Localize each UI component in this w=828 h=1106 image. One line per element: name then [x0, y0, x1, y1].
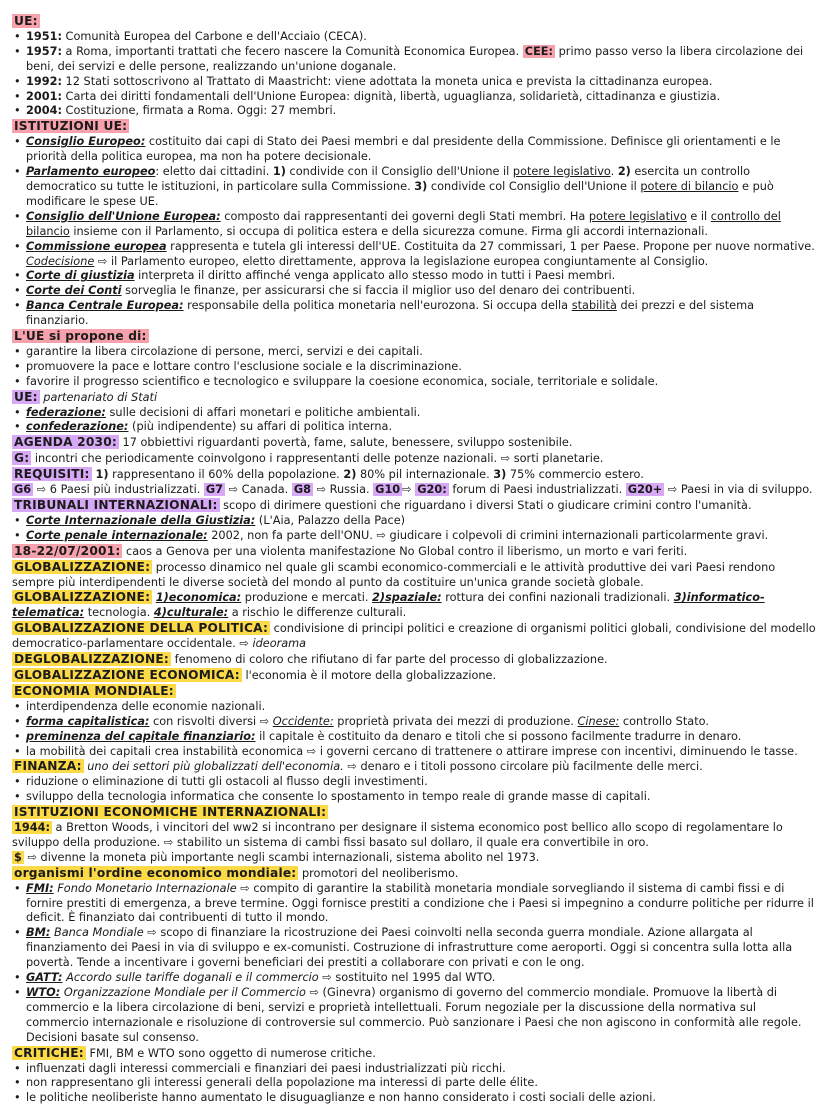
heading-finanza: FINANZA: — [14, 759, 82, 774]
list-item: • Corte di giustizia interpreta il diritto affinché venga applicato allo stesso modo in tutti i Paesi membri. — [12, 269, 816, 284]
list-item: • FMI: Fondo Monetario Internazionale ⇨ compito di garantire la stabilità monetaria mondiale sorvegliando il sistema di cambi fissi e di fornire prestiti di emergenza, a breve termine. Oggi fornisce prestiti a condizione che i Paesi si impegnino a condurre politiche per ridurre il deficit. È finanziato dai contribuenti di tutto il mondo. — [12, 882, 816, 927]
heading-globalizzazione: GLOBALIZZAZIONE: — [14, 559, 151, 574]
list-item: • WTO: Organizzazione Mondiale per il Commercio ⇨ (Ginevra) organismo di governo del commercio mondiale. Promuove la libertà di commercio e la libera circolazione di beni, servizi e proprietà intellettuali. Forum negoziale per la discussione della normativa sul commercio internazionale e risoluzione di controversie sul commercio. Può sanzionare i Paesi che non agiscono in conformità alle regole. Decisioni basate sul consenso. — [12, 986, 816, 1046]
requisiti-line: REQUISITI: 1) rappresentano il 60% della popolazione. 2) 80% pil internazionale. 3) 75% commercio estero. — [14, 467, 644, 482]
list-item: • Corte Internazionale della Giustizia: (L'Aia, Palazzo della Pace) — [12, 514, 816, 529]
list-item: • 1992: 12 Stati sottoscrivono al Trattato di Maastricht: viene adottata la moneta unica e prevista la cittadinanza europea. — [12, 75, 816, 90]
list-item: • riduzione o eliminazione di tutti gli ostacoli al flusso degli investimenti. — [12, 775, 816, 790]
arrow-icon: ⇨ — [147, 926, 157, 940]
list-item: • interdipendenza delle economie nazionali. — [12, 700, 816, 715]
arrow-icon: ⇨ — [376, 528, 386, 542]
heading-tribunali: TRIBUNALI INTERNAZIONALI: — [14, 498, 218, 512]
highlight-cee: CEE: — [524, 44, 554, 58]
heading-critiche: CRITICHE: — [14, 1045, 84, 1060]
heading-istituzioni-economiche: ISTITUZIONI ECONOMICHE INTERNAZIONALI: — [14, 805, 327, 820]
heading-globalizzazione-tipi: GLOBALIZZAZIONE: — [14, 590, 151, 605]
heading-agenda-2030: AGENDA 2030: — [14, 435, 117, 450]
list-item: • sviluppo della tecnologia informatica che consente lo spostamento in tempo reale di grande masse di capitali. — [12, 790, 816, 805]
list-item: • Commissione europea rappresenta e tutela gli interessi dell'UE. Costituita da 27 commissari, 1 per Paese. Propone per nuove normative. Codecisione ⇨ il Parlamento europeo, eletto direttamente, approva la legislazione europea congiuntamente al Consiglio. — [12, 240, 816, 270]
bretton-woods-line: 1944: a Bretton Woods, i vincitori del ww2 si incontrano per designare il sistema economico post bellico allo scopo di regolamentare lo sviluppo della produzione. ⇨ stabilito un sistema di cambi fissi basato sul dollaro, il quale era convertibile in oro. — [12, 821, 783, 849]
list-item: • preminenza del capitale finanziario: il capitale è costituito da denaro e titoli che si possono facilmente tradurre in denaro. — [12, 730, 816, 745]
arrow-icon: ⇨ — [500, 452, 511, 466]
list-item: • influenzati dagli interessi commerciali e finanziari dei paesi industrializzati più ricchi. — [12, 1062, 816, 1077]
list-item: • 2004: Costituzione, firmata a Roma. Oggi: 27 membri. — [12, 104, 816, 119]
list-item: • 1951: Comunità Europea del Carbone e dell'Acciaio (CECA). — [12, 30, 816, 45]
arrow-icon: ⇨ — [667, 483, 678, 497]
heading-deglobalizzazione: DEGLOBALIZZAZIONE: — [14, 652, 169, 667]
list-item: • Consiglio dell'Unione Europea: composto dai rappresentanti dei governi degli Stati membri. Ha potere legislativo e il controllo del bilancio insieme con il Parlamento, si occupa di politica estera e della sicurezza comune. Firma gli accordi internazionali. — [12, 210, 816, 240]
arrow-icon: ⇨ — [347, 760, 357, 774]
dollar-line: $ ⇨ divenne la moneta più importante negli scambi internazionali, sistema abolito nel 1973. — [14, 850, 540, 864]
arrow-icon: ⇨ — [259, 714, 270, 728]
list-item: • GATT: Accordo sulle tariffe doganali e il commercio ⇨ sostituito nel 1995 dal WTO. — [12, 971, 816, 986]
heading-istituzioni-ue: ISTITUZIONI UE: — [14, 119, 128, 134]
arrow-icon: ⇨ — [239, 637, 249, 651]
list-item: • favorire il progresso scientifico e tecnologico e sviluppare la coesione economica, sociale, territoriale e solidale. — [12, 375, 816, 390]
list-item: • Parlamento europeo: eletto dai cittadini. 1) condivide con il Consiglio dell'Unione il potere legislativo. 2) esercita un controllo democratico su tutte le istituzioni, in particolare sulla Commissione. 3) condivide col Consiglio dell'Unione il potere di bilancio e può modificare le spese UE. — [12, 165, 816, 210]
list-item: • federazione: sulle decisioni di affari monetari e politiche ambientali. — [12, 406, 816, 421]
list-item: • la mobilità dei capitali crea instabilità economica ⇨ i governi cercano di trattenere o attirare imprese con incentivi, diminuendo le tasse. — [12, 745, 816, 760]
list-item: • BM: Banca Mondiale ⇨ scopo di finanziare la ricostruzione dei Paesi coinvolti nella seconda guerra mondiale. Azione allargata al finanziamento dei Paesi in via di sviluppo e ex-comunisti. Costruzione di infrastrutture come aeroporti. Oggi si concentra sulla lotta alla povertà. Tende a incentivare i governi beneficiari dei prestiti a collaborare con privati e con le ong. — [12, 926, 816, 971]
list-item: • Banca Centrale Europea: responsabile della politica monetaria nell'eurozona. Si occupa della stabilità dei prezzi e del sistema finanziario. — [12, 299, 816, 329]
g-groups-line: G6 ⇨ 6 Paesi più industrializzati. G7 ⇨ Canada. G8 ⇨ Russia. G10 ⇨ G20: forum di Paesi industrializzati. G20+ ⇨ Paesi in via di sviluppo. — [14, 483, 813, 497]
arrow-icon: ⇨ — [163, 835, 174, 849]
arrow-icon: ⇨ — [27, 850, 37, 864]
g-line: G: incontri che periodicamente coinvolgono i rappresentanti delle potenze nazionali. ⇨ sorti planetarie. — [14, 451, 604, 466]
arrow-icon: ⇨ — [97, 254, 108, 268]
list-item: • promuovere la pace e lottare contro l'esclusione sociale e la discriminazione. — [12, 360, 816, 375]
list-item: • non rappresentano gli interessi generali della popolazione ma interessi di parte delle élite. — [12, 1076, 816, 1091]
arrow-icon: ⇨ — [306, 744, 317, 758]
globalizzazione-tipi: GLOBALIZZAZIONE: 1)economica: produzione e mercati. 2)spaziale: rottura dei confini nazionali tradizionali. 3)informatico-telematica: tecnologia. 4)culturale: a rischio le differenze culturali. — [12, 590, 765, 620]
heading-globalizzazione-economica: GLOBALIZZAZIONE ECONOMICA: — [14, 667, 240, 682]
list-item: • garantire la libera circolazione di persone, merci, servizi e dei capitali. — [12, 345, 816, 360]
heading-ue: UE: — [14, 14, 38, 28]
arrow-icon: ⇨ — [36, 483, 47, 497]
list-item: • Corte dei Conti sorveglia le finanze, per assicurarsi che si faccia il miglior uso del denaro dei contribuenti. — [12, 284, 816, 299]
arrow-icon: ⇨ — [316, 483, 327, 497]
heading-organismi: organismi l'ordine economico mondiale: — [14, 865, 297, 880]
arrow-icon: ⇨ — [402, 483, 412, 497]
list-item: • 2001: Carta dei diritti fondamentali dell'Unione Europea: dignità, libertà, uguaglianza, solidarietà, cittadinanza e giustizia. — [12, 90, 816, 105]
heading-g: G: — [14, 451, 30, 466]
arrow-icon: ⇨ — [228, 483, 239, 497]
list-item: • 1957: a Roma, importanti trattati che fecero nascere la Comunità Economica Europea. CEE: primo passo verso la libera circolazione dei beni, dei servizi e delle persone, realizzando un'unione doganale. — [12, 45, 816, 75]
heading-ue-propone: L'UE si propone di: — [14, 329, 147, 344]
list-item: • Corte penale internazionale: 2002, non fa parte dell'ONU. ⇨ giudicare i colpevoli di crimini internazionali particolarmente gravi. — [12, 529, 816, 544]
heading-genova-date: 18-22/07/2001: — [14, 543, 121, 558]
heading-economia-mondiale: ECONOMIA MONDIALE: — [14, 683, 174, 698]
arrow-icon: ⇨ — [309, 986, 319, 999]
list-item: • Consiglio Europeo: costituito dai capi di Stato dei Paesi membri e dal presidente della Commissione. Definisce gli orientamenti e le priorità della politica europea, ma non ha potere decisionale. — [12, 135, 816, 165]
list-item: • le politiche neoliberiste hanno aumentato le disuguaglianze e non hanno considerato i costi sociali delle azioni. — [12, 1091, 816, 1106]
notes-page: UE: • 1951: Comunità Europea del Carbone e dell'Acciaio (CECA). • 1957: a Roma, importanti trattati che fecero nascere la Comunità Economica Europea. CEE: primo passo verso la libera circolazione dei beni, dei servizi e delle persone, realizzando un'unione doganale. • 1992: 12 Stati sottoscrivono al Trattato di Maastricht: viene adottata la moneta unica e prevista la cittadinanza europea. • 2001: Carta dei diritti fondamentali dell'Unione Europea: dignità, libertà, uguaglianza, solidarietà, cittadinanza e giustizia. • 2004: Costituzione, firmata a Roma. Oggi: 27 membri. ISTITUZIONI UE: • Consiglio Europeo: costituito dai capi di Stato dei Paesi membri e dal presidente della Commissione. Definisce gli orientamenti e le priorità della politica europea, ma non ha potere decisionale. • Parlamento europeo: eletto dai cittadini. 1) condivide con il Consiglio dell'Unione il potere legislativo. 2) esercita un controllo democratico su tutte le istituzioni, in particolare sulla Commissione. 3) condivide col Consiglio dell'Unione il potere di bilancio e può modificare le spese UE. • Consiglio dell'Unione Europea: composto dai rappresentanti dei governi degli Stati membri. Ha potere legislativo e il controllo del bilancio insieme con il Parlamento, si occupa di politica estera e della sicurezza comune. Firma gli accordi internazionali. • Commissione europea rappresenta e tutela gli interessi dell'UE. Costituita da 27 commissari, 1 per Paese. Propone per nuove normative. Codecisione ⇨ il Parlamento europeo, eletto direttamente, approva la legislazione europea congiuntamente al Consiglio. • Corte di giustizia interpreta il diritto affinché venga applicato allo stesso modo in tutti i Paesi membri. • Corte dei Conti sorveglia le finanze, per assicurarsi che si faccia il miglior uso del denaro dei contribuenti. • Banca Centrale Europea: responsabile della politica monetaria nell'eurozona. Si occupa della stabilità dei prezzi e del sistema finanziario. L'UE si propone di: • garantire la libera circolazione di persone, merci, servizi e dei capitali. • promuovere la pace e lottare contro l'esclusione sociale e la discriminazione. • favorire il progresso scientifico e tecnologico e sviluppare la coesione economica, sociale, territoriale e solidale. UE: partenariato di Stati • federazione: sulle decisioni di affari monetari e politiche ambientali. • confederazione: (più indipendente) su affari di politica interna. AGENDA 2030: 17 obbiettivi riguardanti povertà, fame, salute, benessere, sviluppo sostenibile. G: incontri che periodicamente coinvolgono i rappresentanti delle potenze nazionali. ⇨ sorti planetarie. REQUISITI: 1) rappresentano il 60% della popolazione. 2) 80% pil internazionale. 3) 75% commercio estero. G6 ⇨ 6 Paesi più industrializzati. G7 ⇨ Canada. G8 ⇨ Russia. G10 ⇨ G20: forum di Paesi industrializzati. G20+ ⇨ Paesi in via di sviluppo. TRIBUNALI INTERNAZIONALI: scopo di dirimere questioni che riguardano i diversi Stati o giudicare crimini contro l'umanità. • Corte Internazionale della Giustizia: (L'Aia, Palazzo della Pace) • Corte penale internazionale: 2002, non fa parte dell'ONU. ⇨ giudicare i colpevoli di crimini internazionali particolarmente gravi. 18-22/07/2001: caos a Genova per una violenta manifestazione No Global contro il liberismo, un morto e vari feriti. GLOBALIZZAZIONE: processo dinamico nel quale gli scambi economico-commerciali e le attività produttive dei vari Paesi rendono sempre più interdipendenti le diverse società del mondo al punto da costituire un'unica grande società globale. GLOBALIZZAZIONE: 1)economica: produzione e mercati. 2)spaziale: rottura dei confini nazionali tradizionali. 3)informatico-telematica: tecnologia. 4)culturale: a rischio le differenze culturali. GLOBALIZZAZIONE DELLA POLITICA: condivisione di principi politici e creazione di organismi politici globali, condivisione del modello democratico-parlamentare occidentale. ⇨ ideorama DEGLOBALIZZAZIONE: fenomeno di coloro che rifiutano di far parte del processo di globalizzazione. GLOBALIZZAZIONE ECONOMICA: l'economia è il motore della globalizzazione. ECONOMIA MONDIALE: • interdipendenza delle economie nazionali. • forma capitalistica: con risvolti diversi ⇨ Occidente: proprietà privata dei mezzi di produzione. Cinese: controllo Stato. • preminenza del capitale finanziario: il capitale è costituito da denaro e titoli che si possono facilmente tradurre in denaro. • la mobilità dei capitali crea instabilità economica ⇨ i governi cercano di trattenere o attirare imprese con incentivi, diminuendo le tasse. FINANZA: uno dei settori più globalizzati dell'economia. ⇨ denaro e i titoli possono circolare più facilmente delle merci. • riduzione o eliminazione di tutti gli ostacoli al flusso degli investimenti. • sviluppo della tecnologia informatica che consente lo spostamento in tempo reale di grande masse di capitali. ISTITUZIONI ECONOMICHE INTERNAZIONALI: 1944: a Bretton Woods, i vincitori del ww2 si incontrano per designare il sistema economico post bellico allo scopo di regolamentare lo sviluppo della produzione. ⇨ stabilito un sistema di cambi fissi basato sul dollaro, il quale era convertibile in oro. $ ⇨ divenne la moneta più importante negli scambi internazionali, sistema abolito nel 1973. organismi l'ordine economico mondiale: promotori del neoliberismo. • FMI: Fondo Monetario Internazionale ⇨ compito di garantire la stabilità monetaria mondiale sorvegliando il sistema di cambi fissi e di fornire prestiti di emergenza, a breve termine. Oggi fornisce prestiti a condizione che i Paesi si impegnino a condurre politiche per ridurre il deficit. È finanziato dai contribuenti di tutto il mondo. • BM: Banca Mondiale ⇨ scopo di finanziare la ricostruzione dei Paesi coinvolti nella seconda guerra mondiale. Azione allargata al finanziamento dei Paesi in via di sviluppo e ex-comunisti. Costruzione di infrastrutture come aeroporti. Oggi si concentra sulla lotta alla povertà. Tende a incentivare i governi beneficiari dei prestiti a collaborare con privati e con le ong. • GATT: Accordo sulle tariffe doganali e il commercio ⇨ sostituito nel 1995 dal WTO. • WTO: Organizzazione Mondiale per il Commercio ⇨ (Ginevra) organismo di governo del commercio mondiale. Promuove la libertà di commercio e la libera circolazione di beni, servizi e proprietà intellettuali. Forum negoziale per la discussione della normativa sul commercio internazionale e risoluzione di controversie sul commercio. Può sanzionare i Paesi che non agiscono in conformità alle regole. Decisioni basate sul consenso. CRITICHE: FMI, BM e WTO sono oggetto di numerose critiche. • influenzati dagli interessi commerciali e finanziari dei paesi industrializzati più ricchi. • non rappresentano gli interessi generali della popolazione ma interessi di parte delle élite. • le politiche neoliberiste hanno aumentato le disuguaglianze e non hanno considerato i costi sociali delle azioni. — [0, 0, 828, 1071]
arrow-icon: ⇨ — [322, 971, 332, 985]
heading-requisiti: REQUISITI: — [14, 467, 90, 482]
list-item: • confederazione: (più indipendente) su affari di politica interna. — [12, 420, 816, 435]
heading-globalizzazione-politica: GLOBALIZZAZIONE DELLA POLITICA: — [14, 621, 269, 636]
agenda-line: AGENDA 2030: 17 obbiettivi riguardanti povertà, fame, salute, benessere, sviluppo sostenibile. — [14, 435, 573, 450]
heading-ue-partenariato: UE: — [14, 389, 38, 404]
arrow-icon: ⇨ — [240, 881, 250, 895]
list-item: • forma capitalistica: con risvolti diversi ⇨ Occidente: proprietà privata dei mezzi di produzione. Cinese: controllo Stato. — [12, 715, 816, 730]
section-ue — [12, 14, 816, 30]
